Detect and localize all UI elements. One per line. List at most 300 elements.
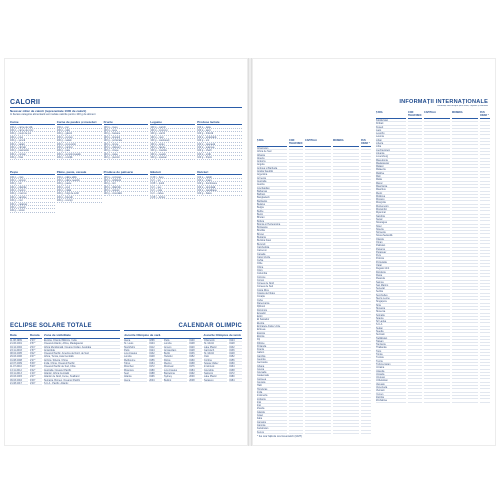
info-country: România (376, 271, 406, 274)
info-title: INFORMAȚII INTERNAȚIONALE (399, 99, 488, 105)
olympic-cell: Grenoble (204, 369, 227, 372)
olympic-cell: Sarajevo (204, 379, 227, 382)
calorii-group (10, 170, 55, 213)
info-country: Madagascar (376, 162, 406, 165)
info-country: Liberia (376, 142, 406, 145)
calorii-row: 0,33 l – bere (150, 176, 195, 179)
olympic-cell: Anvers (164, 346, 187, 349)
olympic-section (124, 323, 242, 382)
olympic-cell: 1960 (229, 362, 242, 365)
calorii-row: 100 g – brânză (197, 132, 242, 135)
calorii-row: 100 g – napolitane (197, 189, 242, 192)
olympic-cell: Seul (124, 372, 147, 375)
calorii-row: 100 g – spanac (150, 156, 195, 159)
calorii-row: 100 g – pere (104, 129, 149, 132)
olympic-cell: Londra (164, 342, 187, 345)
info-country: Chile (257, 262, 287, 265)
info-country: Ucraina (376, 366, 406, 369)
info-country: Tadjikistan (376, 337, 406, 340)
olympic-cell: Londra (124, 355, 147, 358)
olympic-cell: St. Moritz (204, 342, 227, 345)
calorii-row: 100 g – smântână (197, 136, 242, 139)
info-header-cell: CAPITALA (424, 111, 450, 119)
olympic-cell: Mexico (164, 362, 187, 365)
calorii-section (10, 99, 242, 213)
eclipse-cell: 2'04" (30, 346, 42, 349)
calorii-row: 100 g – salam (57, 139, 102, 142)
calorii-rule (10, 107, 242, 108)
eclipse-cell: 21.08.2017 (10, 382, 28, 385)
eclipse-cell: 6'39" (30, 362, 42, 365)
info-country: Malawi (376, 165, 406, 168)
info-country: Canada (257, 253, 287, 256)
info-country: Coasta de Fildeș (257, 292, 287, 295)
eclipse-rule (10, 330, 120, 331)
calorii-row: 100 g – fasole (150, 146, 195, 149)
olympic-cell: Atena (124, 379, 147, 382)
info-country: Maroc (376, 182, 406, 185)
calorii-group-header: Carne (10, 120, 55, 126)
info-country: El Salvador (257, 318, 287, 321)
olympic-cell: Garmisch (204, 349, 227, 352)
eclipse-header-cell: Zona de vizibilitate (44, 333, 120, 339)
olympic-title: CALENDAR OLIMPIC (178, 323, 242, 329)
calorii-group (197, 120, 242, 160)
eclipse-cell: Oceanul Pacific, America de Nord, de Sud (44, 352, 120, 355)
olympic-cell: München (124, 365, 147, 368)
eclipse-cell: 13.11.2012 (10, 369, 28, 372)
info-country: Bahamas (257, 190, 287, 193)
eclipse-cell: Sumatra, Borneo, Oceanul Pacific (44, 379, 120, 382)
olympic-cell: Amsterdam (164, 349, 187, 352)
info-country: Egipt (257, 315, 287, 318)
calorii-row: 100 g – cozonac (104, 176, 149, 179)
info-country: Argentina (257, 173, 287, 176)
calorii-row: 100 g – castraveți (150, 139, 195, 142)
info-country: India (257, 391, 287, 394)
info-country: Arabia Saudită (257, 170, 287, 173)
olympic-cell: 1996 (149, 375, 162, 378)
info-country: Iordania (257, 398, 287, 401)
calorii-group (150, 120, 195, 160)
info-country: Antigua și Barbuda (257, 167, 287, 170)
info-country: Surinam (376, 333, 406, 336)
info-country: Mali (376, 175, 406, 178)
info-country: Cambodgia (257, 246, 287, 249)
calorii-row: 100 g – biscuiți (57, 196, 102, 199)
olympic-cell: Chamonix (204, 339, 227, 342)
info-country: Belarus (257, 203, 287, 206)
eclipse-section (10, 323, 120, 385)
calorii-row: 100 g – curcan (10, 153, 55, 156)
info-country: Azerbaidjan (257, 187, 287, 190)
olympic-cell: Los Angeles (164, 369, 187, 372)
olympic-cell: St. Moritz (204, 352, 227, 355)
info-country: Botswana (257, 226, 287, 229)
info-country: Paraguay (376, 251, 406, 254)
eclipse-cell: Atlantic de Nord, Feroe, Svalbard (44, 375, 120, 378)
info-country: Letonia (376, 135, 406, 138)
info-country: Noua Zeelandă (376, 234, 406, 237)
info-country: Myanmar (376, 211, 406, 214)
olympic-cell: 1932 (229, 346, 242, 349)
olympic-cell: Barcelona (164, 372, 187, 375)
calorii-row: 100 g – hering (10, 189, 55, 192)
calorii-row: 100 g – unt (197, 139, 242, 142)
info-country: Eritreea (257, 328, 287, 331)
info-country: Comore (257, 276, 287, 279)
info-country: Germania (257, 361, 287, 364)
calorii-row: 100 g – ficat (10, 156, 55, 159)
info-header-cell: ȚARA (376, 111, 406, 119)
calorii-row: 0,05 l – lichior (150, 196, 195, 199)
info-country: Belize (257, 210, 287, 213)
info-country: Serbia (376, 290, 406, 293)
olympic-cell: Melbourne (124, 359, 147, 362)
info-country: Coreea de Nord (257, 282, 287, 285)
calorii-row: 0,05 l – țuică (150, 182, 195, 185)
info-country: Indonezia (257, 394, 287, 397)
olympic-cell: Squaw Valley (204, 362, 227, 365)
eclipse-cell: 1'40" (30, 372, 42, 375)
calorii-row: 100 g – piept de pui (10, 132, 55, 135)
calorii-row: 100 g – piersici (104, 156, 149, 159)
olympic-row (124, 379, 242, 382)
info-country: Bhutan (257, 216, 287, 219)
olympic-cell: 1992 (189, 372, 202, 375)
calorii-row: 100 g – șuncă (10, 139, 55, 142)
calorii-row: 100 g – pâine neagră (57, 179, 102, 182)
olympic-cell: Sapporo (204, 372, 227, 375)
info-country: Mozambic (376, 208, 406, 211)
info-country: Yemen (376, 393, 406, 396)
calorii-group-header: Dulciuri (197, 170, 242, 176)
olympic-cell: Sydney (164, 375, 187, 378)
info-country: Sri Lanka (376, 320, 406, 323)
calorii-row: 100 g – banane (104, 132, 149, 135)
info-country: Emiratele Arabe Unite (257, 325, 287, 328)
eclipse-cell: Oceanul Atlantic, Africa, Madagascar (44, 342, 120, 345)
info-header-cell: MONEDA (333, 139, 359, 147)
info-country: Sudan (376, 327, 406, 330)
calorii-row: 100 g – cârnați (10, 146, 55, 149)
info-country: Ungaria (376, 373, 406, 376)
calorii-row: 100 g – cireșe (104, 149, 149, 152)
info-country: Kazahstan (257, 427, 287, 430)
info-country: Mongolia (376, 201, 406, 204)
info-country: Mauritania (376, 185, 406, 188)
calorii-row: 0,2 l – cola (150, 189, 195, 192)
calorii-row: 100 g – orez (57, 186, 102, 189)
calorii-row: 100 g – șuncă presată (57, 153, 102, 156)
info-country: Slovacia (376, 307, 406, 310)
info-country: Tonga (376, 353, 406, 356)
info-cell (424, 399, 450, 402)
calorii-row: 100 g – gogoși (104, 189, 149, 192)
eclipse-cell: 01.08.2008 (10, 359, 28, 362)
eclipse-cell: 04.12.2002 (10, 346, 28, 349)
olympic-cell: 1924 (149, 349, 162, 352)
olympic-cell: 1948 (229, 352, 242, 355)
calorii-row: 100 g – halva (197, 192, 242, 195)
olympic-cell: Innsbruck (204, 365, 227, 368)
calorii-row: 100 g – telemea (197, 146, 242, 149)
info-country: Polonia (376, 257, 406, 260)
calorii-top-table (10, 120, 242, 160)
calorii-row: 100 g – costiță (57, 156, 102, 159)
calorii-row: 100 g – fulgi de ovăz (57, 192, 102, 195)
eclipse-cell: Arctica, Siberia, China (44, 359, 120, 362)
olympic-cell: 1924 (229, 339, 242, 342)
calorii-row: 100 g – iaurt (197, 129, 242, 132)
info-country: Filipine (257, 342, 287, 345)
calorii-row: 100 g – tort (104, 182, 149, 185)
olympic-cell: 2008 (189, 379, 202, 382)
olympic-cell: Paris (164, 339, 187, 342)
info-country: Samoa (376, 281, 406, 284)
info-header-cell: FUS ORAR * (480, 111, 489, 117)
info-country: Guatemala (257, 374, 287, 377)
info-country: Uruguay (376, 376, 406, 379)
calorii-row: 100 g – calamar (10, 203, 55, 206)
info-country: Bangladesh (257, 196, 287, 199)
info-country: Thailanda (376, 346, 406, 349)
info-heading (372, 99, 488, 108)
eclipse-cell: 29.03.2006 (10, 355, 28, 358)
book-spine (248, 58, 252, 446)
info-country: Cipru (257, 269, 287, 272)
info-country: Mexic (376, 192, 406, 195)
left-page (6, 61, 246, 442)
calorii-group (10, 120, 55, 160)
info-country: Bosnia și Herțegovina (257, 223, 287, 226)
calorii-row: 100 g – lapte (197, 126, 242, 129)
info-country: Vanuatu (376, 383, 406, 386)
olympic-cell: Roma (164, 359, 187, 362)
olympic-rule (124, 330, 242, 331)
info-country: China (257, 266, 287, 269)
calorii-row: 100 g – mere (104, 126, 149, 129)
info-country: Algeria (257, 157, 287, 160)
info-header-row (376, 111, 490, 119)
info-country: Malaezia (376, 168, 406, 171)
calorii-intro-1: Necesar zilnic de calorii (reprezentate 1000 de calorii) (10, 110, 87, 113)
calorii-row: 100 g – ceapă (150, 153, 195, 156)
calorii-row: 100 g – prune (104, 143, 149, 146)
calorii-row: 100 g – covrigi (57, 199, 102, 202)
olympic-cell: 1980 (229, 375, 242, 378)
calorii-row: 100 g – ciocolată (197, 186, 242, 189)
info-header-cell: COD TELEFONIC (289, 139, 303, 145)
calorii-row: 100 g – struguri (104, 136, 149, 139)
olympic-cell: 1928 (189, 349, 202, 352)
calorii-group (104, 120, 149, 160)
eclipse-cell: 11.08.1999 (10, 339, 28, 342)
calorii-row: 100 g – morcovi (150, 129, 195, 132)
olympic-cell: Cortina (204, 359, 227, 362)
olympic-cell: 1896 (149, 339, 162, 342)
info-country: Tunisia (376, 356, 406, 359)
eclipse-cell: 23.11.2003 (10, 349, 28, 352)
info-country: Japonia (257, 424, 287, 427)
eclipse-header-cell: Data (10, 333, 28, 339)
olympic-header-winter: Jocurile Olimpice de iarnă (203, 333, 241, 337)
info-country: Ecuador (257, 312, 287, 315)
info-country: Oman (376, 241, 406, 244)
eclipse-cell: 2'27" (30, 359, 42, 362)
info-country: Slovenia (376, 310, 406, 313)
info-country: Rwanda (376, 277, 406, 280)
olympic-cell: 1984 (229, 379, 242, 382)
info-country: Irlanda (257, 407, 287, 410)
olympic-cell: Lake Placid (204, 346, 227, 349)
info-header-cell: COD TELEFONIC (408, 111, 422, 117)
info-header-cell: ȚARA (257, 139, 287, 147)
olympic-cell: 1964 (229, 365, 242, 368)
info-cell (289, 431, 303, 434)
olympic-cell: Paris (124, 349, 147, 352)
eclipse-table (10, 333, 120, 385)
calorii-row: 100 g – mazăre (150, 149, 195, 152)
calorii-row: 100 g – macrou (10, 192, 55, 195)
olympic-cell: 1904 (149, 342, 162, 345)
info-country: Turcia (376, 360, 406, 363)
olympic-cell: 1968 (229, 369, 242, 372)
calorii-group-header: Băuturi (150, 170, 195, 176)
info-country: Kuweit (376, 126, 406, 129)
info-country: Honduras (257, 388, 287, 391)
info-country: Congo (257, 279, 287, 282)
calorii-row: 100 g – căpșuni (104, 146, 149, 149)
olympic-cell: 2004 (149, 379, 162, 382)
info-country: San Marino (376, 284, 406, 287)
calorii-group (150, 170, 195, 213)
calorii-row: 100 g – cartofi (150, 126, 195, 129)
olympic-cell: 1964 (149, 362, 162, 365)
olympic-cell: 1988 (149, 372, 162, 375)
info-country: Libia (376, 145, 406, 148)
calorii-row: 100 g – păstrăv (10, 186, 55, 189)
calorii-row: 100 g – sardine (10, 196, 55, 199)
info-country: Guyana (257, 381, 287, 384)
eclipse-cell: Europa, Orientul Mijlociu, India (44, 339, 120, 342)
info-country: Coreea de Sud (257, 285, 287, 288)
info-country: Senegal (376, 287, 406, 290)
calorii-group (197, 170, 242, 213)
info-country: Kârgâzstan (376, 119, 406, 122)
info-country: Etiopia (257, 335, 287, 338)
info-country: Macedonia (376, 159, 406, 162)
info-country: Austria (257, 183, 287, 186)
eclipse-cell: 1'57" (30, 349, 42, 352)
olympic-cell: Moscova (124, 369, 147, 372)
olympic-cell: Atena (124, 339, 147, 342)
olympic-cell: Stockholm (124, 346, 147, 349)
calorii-title: CALORII (10, 99, 41, 106)
olympic-table (124, 333, 242, 382)
eclipse-cell: 0'42" (30, 352, 42, 355)
olympic-cell: Atlanta (124, 375, 147, 378)
olympic-cell: 1900 (189, 339, 202, 342)
olympic-cell: 1984 (189, 369, 202, 372)
info-cell (305, 431, 331, 434)
calorii-row: 100 g – ton (10, 182, 55, 185)
calorii-row: 100 g – paste (57, 182, 102, 185)
info-country: Danemarca (257, 302, 287, 305)
calorii-row: 100 g – somon (10, 179, 55, 182)
eclipse-cell: 03.11.2013 (10, 372, 28, 375)
calorii-row: 100 g – crap (10, 176, 55, 179)
calorii-row: 100 g – caise (104, 153, 149, 156)
info-country: Regatul Unit (376, 267, 406, 270)
info-country: Lesotho (376, 132, 406, 135)
info-country: Panama (376, 248, 406, 251)
info-country: Afganistan (257, 147, 287, 150)
info-country: Haiti (257, 384, 287, 387)
olympic-cell: 1956 (149, 359, 162, 362)
calorii-row: 100 g – ardei (150, 143, 195, 146)
calorii-row: 100 g – crenvurști (57, 143, 102, 146)
calorii-row: 100 g – salam (10, 143, 55, 146)
info-country: Liban (376, 139, 406, 142)
info-country: Africa de Sud (257, 150, 287, 153)
olympic-cell: Lake Placid (204, 375, 227, 378)
calorii-row: 100 g – roșii (150, 136, 195, 139)
info-country: Monaco (376, 198, 406, 201)
olympic-cell: 1976 (189, 365, 202, 368)
eclipse-title: ECLIPSE SOLARE TOTALE (10, 323, 92, 329)
calorii-bottom-table (10, 170, 242, 213)
eclipse-cell: Africa Meridională, Oceanul Indian, Australia (44, 346, 120, 349)
info-country: Croația (257, 295, 287, 298)
eclipse-cell: 2'47" (30, 375, 42, 378)
eclipse-cell: 4'09" (30, 379, 42, 382)
olympic-cell: Tokyo (124, 362, 147, 365)
info-cell (361, 431, 371, 434)
eclipse-cell: Atlantic, Africa Centrală (44, 372, 120, 375)
info-table-left (257, 139, 371, 434)
info-country: Columbia (257, 272, 287, 275)
calorii-group (104, 170, 149, 213)
info-country: Laos (376, 129, 406, 132)
eclipse-cell: 22.07.2009 (10, 362, 28, 365)
info-country: Jamaica (257, 421, 287, 424)
calorii-group-header: Pâine, paste, cereale (57, 170, 102, 176)
info-row (257, 431, 371, 434)
eclipse-cell: 5'20" (30, 365, 42, 368)
olympic-cell: 2000 (189, 375, 202, 378)
calorii-row: 100 g – gâscă (57, 132, 102, 135)
info-country: Kiribati (376, 122, 406, 125)
info-country: Tanzania (376, 343, 406, 346)
calorii-row: 100 g – carne de porc (10, 129, 55, 132)
info-country: Israel (257, 414, 287, 417)
info-country: Burkina Faso (257, 239, 287, 242)
olympic-cell: 1968 (189, 362, 202, 365)
info-country: Grenada (257, 371, 287, 374)
eclipse-cell: 4'57" (30, 342, 42, 345)
olympic-cell: 1928 (229, 342, 242, 345)
olympic-cell: 1912 (149, 346, 162, 349)
info-country: Barbados (257, 200, 287, 203)
olympic-cell: 1920 (189, 346, 202, 349)
olympic-cell: 1972 (149, 365, 162, 368)
info-cell (408, 399, 422, 402)
info-country: Australia (257, 180, 287, 183)
info-country: Brunei (257, 233, 287, 236)
info-country: Iran (257, 404, 287, 407)
info-country: Malta (376, 178, 406, 181)
